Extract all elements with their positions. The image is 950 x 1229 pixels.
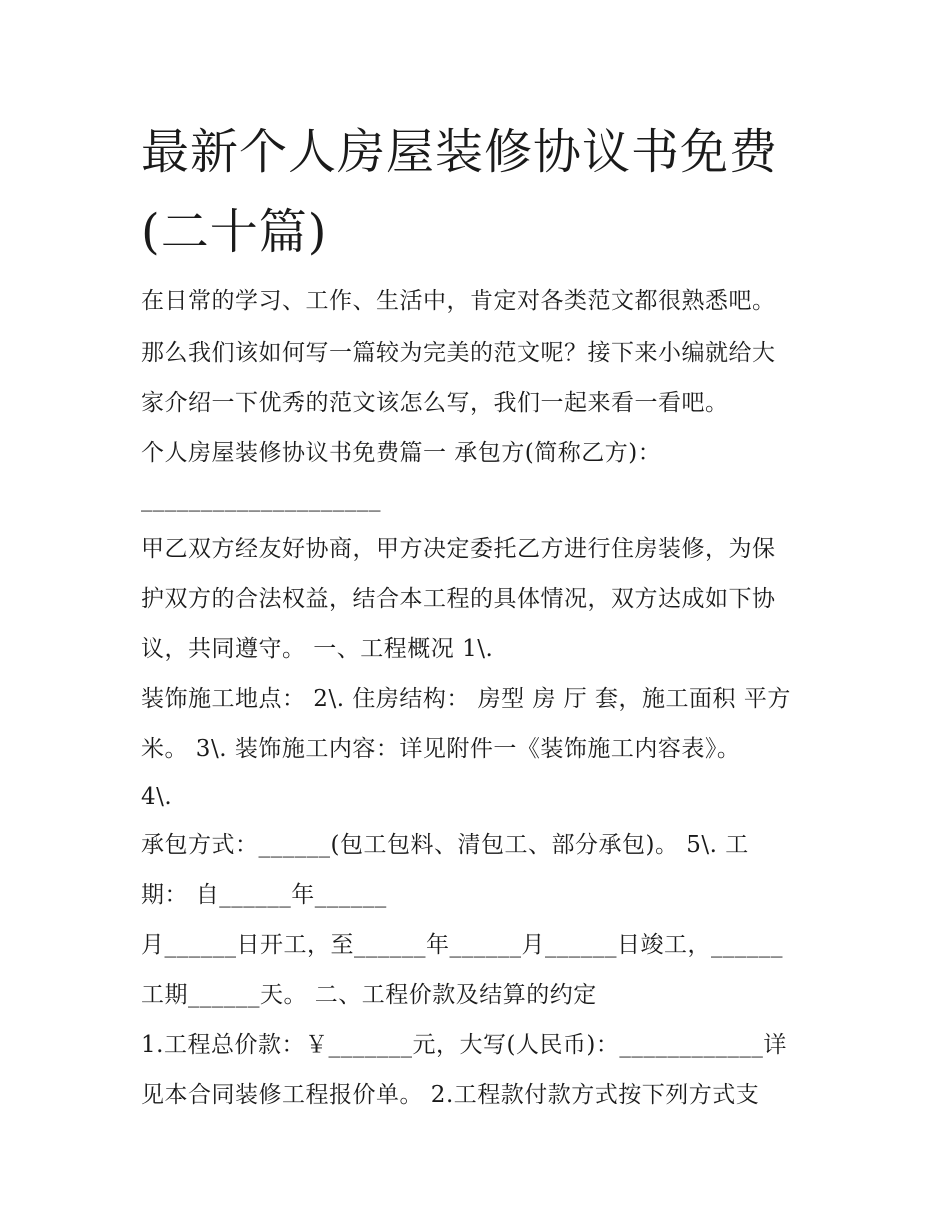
title-line-1: 最新个人房屋装修协议书免费 — [141, 124, 779, 180]
paragraph-line: 承包方式：______(包工包料、清包工、部分承包)。 5\. 工 — [141, 832, 749, 858]
paragraph-line: 家介绍一下优秀的范文该怎么写，我们一起来看一看吧。 — [141, 390, 729, 416]
paragraph-line: 个人房屋装修协议书免费篇一 承包方(简称乙方)： — [141, 440, 662, 466]
paragraph-line: 工期______天。 二、工程价款及结算的约定 — [141, 982, 597, 1008]
paragraph-line: 4\. — [141, 784, 173, 810]
paragraph-line: 议，共同遵守。 一、工程概况 1\. — [141, 636, 494, 662]
paragraph-line: 见本合同装修工程报价单。 2.工程款付款方式按下列方式支 — [141, 1082, 760, 1108]
title-line-2: (二十篇) — [141, 204, 328, 260]
paragraph-line: 月______日开工，至______年______月______日竣工，______ — [141, 932, 783, 958]
paragraph-line: 1.工程总价款：￥_______元，大写(人民币)：____________详 — [141, 1032, 787, 1058]
paragraph-line: 甲乙双方经友好协商，甲方决定委托乙方进行住房装修，为保 — [141, 536, 776, 562]
paragraph-line: 装饰施工地点： 2\. 住房结构： 房型 房 厅 套，施工面积 平方 — [141, 686, 791, 712]
paragraph-line: 在日常的学习、工作、生活中，肯定对各类范文都很熟悉吧。 — [141, 288, 776, 314]
paragraph-line: 米。 3\. 装饰施工内容：详见附件一《装饰施工内容表》。 — [141, 736, 741, 762]
paragraph-line: 期： 自______年______ — [141, 882, 387, 908]
paragraph-line: 护双方的合法权益，结合本工程的具体情况，双方达成如下协 — [141, 586, 776, 612]
paragraph-line: 那么我们该如何写一篇较为完美的范文呢？接下来小编就给大 — [141, 340, 776, 366]
document-title — [141, 112, 831, 272]
blank-underline: ____________________ — [141, 486, 381, 512]
